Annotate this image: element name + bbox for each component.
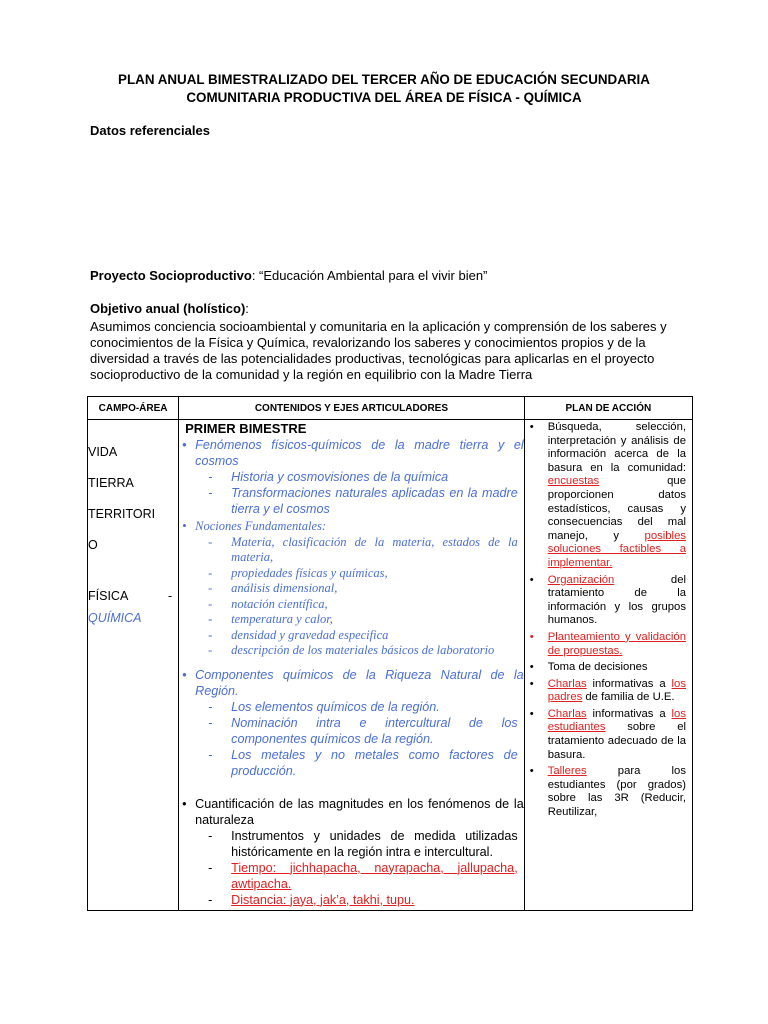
list-item	[179, 597, 524, 613]
header-contenidos: CONTENIDOS Y EJES ARTICULADORES	[179, 397, 525, 420]
list-item	[525, 574, 692, 628]
tiempo-text: Tiempo: jichhapacha, nayrapacha, jallupacha, awtipacha.	[231, 860, 518, 891]
charlas-text: Charlas	[547, 677, 587, 690]
encuestas-link: encuestas	[547, 475, 600, 488]
nociones-sub: análisis dimensional,	[231, 581, 338, 595]
plan-text: informativas a	[586, 707, 672, 720]
proyecto-label: Proyecto Socioproductivo	[90, 268, 252, 283]
componentes-sub: Los metales y no metales como factores de producción.	[231, 747, 518, 778]
list-item	[179, 828, 524, 860]
list-item	[179, 581, 524, 597]
list-item	[179, 747, 524, 779]
campo-line: O	[88, 538, 98, 552]
list-item	[179, 437, 524, 469]
campo-line: TIERRA	[88, 476, 134, 490]
nociones-sub: temperatura y calor,	[231, 612, 333, 626]
plan-text: Búsqueda, selección, interpretación y análisis de información acerca de la basura en la comunidad:	[547, 421, 686, 474]
list-item	[179, 485, 524, 517]
nociones-sub: descripción de los materiales básicos de laboratorio	[231, 643, 495, 657]
dash-icon: -	[208, 699, 213, 714]
charlas-text: Charlas	[547, 707, 587, 720]
cuantificacion-sub: Instrumentos y unidades de medida utilizadas históricamente en la región intra e intercultural.	[231, 828, 518, 859]
list-item	[179, 535, 524, 566]
plan-text: que proporcionen datos estadísticos, causas y consecuencias del mal manejo, y	[547, 475, 686, 542]
componentes-text: Componentes químicos de la Riqueza Natural de la Región.	[195, 667, 524, 698]
table-row	[88, 420, 693, 911]
nociones-sub: densidad y gravedad especifica	[231, 627, 389, 642]
soluciones-text: posibles soluciones factibles a implementar.	[547, 529, 686, 569]
list-item	[525, 421, 692, 571]
header-plan-accion: PLAN DE ACCIÓN	[524, 397, 692, 420]
objetivo-text: Asumimos conciencia socioambiental y comunitaria en la aplicación y comprensión de los saberes y conocimientos de la Física y Química, revalorizando los saberes y conocimientos propios y de la diversidad a través de las potencialidades productivas, tecnológicas para aplicarlas en el proyecto socioproductivo de la comunidad y la región en equilibrio con la Madre Tierra	[90, 319, 667, 382]
bullet-icon: •	[529, 630, 534, 643]
dash-icon: -	[208, 715, 213, 730]
campo-line: VIDA	[88, 445, 118, 459]
dash-icon: -	[208, 747, 213, 762]
header-campo-area: CAMPO-ÁREA	[88, 397, 179, 420]
talleres-text: Talleres	[547, 765, 587, 778]
bullet-icon: •	[529, 421, 534, 433]
list-item	[179, 860, 524, 892]
bullet-icon: •	[182, 438, 187, 452]
title-line-2: COMUNITARIA PRODUCTIVA DEL ÁREA DE FÍSICA - QUÍMICA	[186, 90, 582, 105]
list-item	[179, 519, 524, 535]
bullet-icon: •	[529, 707, 534, 720]
bullet-icon: •	[182, 667, 187, 682]
cuantificacion-text: Cuantificación de las magnitudes en los fenómenos de la naturaleza	[195, 796, 524, 827]
bullet-icon: •	[182, 796, 187, 811]
plan-text: Toma de decisiones	[547, 661, 648, 674]
dash-icon: -	[208, 565, 213, 580]
campo-cell	[88, 420, 179, 911]
componentes-sub: Nominación intra e intercultural de los componentes químicos de la región.	[231, 715, 518, 746]
bullet-icon: •	[529, 765, 534, 778]
organizacion-text: Organización	[547, 573, 615, 586]
dash-icon: -	[208, 612, 213, 626]
nociones-sub: Materia, clasificación de la materia, estados de la materia,	[231, 534, 518, 564]
list-item	[525, 708, 692, 762]
title-line-1: PLAN ANUAL BIMESTRALIZADO DEL TERCER AÑO DE EDUCACIÓN SECUNDARIA	[118, 72, 650, 87]
padres-text: los padres	[547, 677, 686, 704]
list-item	[525, 631, 692, 658]
proyecto-socioproductivo	[90, 268, 487, 283]
table-header-row	[88, 397, 693, 420]
plan-text: informativas a	[586, 677, 672, 690]
dash-icon: -	[208, 643, 213, 657]
dash-icon: -	[208, 627, 213, 642]
plan-table	[87, 396, 693, 911]
list-item	[179, 892, 524, 908]
document-title	[60, 71, 708, 107]
bullet-icon: •	[529, 677, 534, 690]
dash-icon: -	[208, 892, 213, 907]
objetivo-colon: :	[245, 301, 249, 316]
list-item	[179, 566, 524, 582]
fisica-label: FÍSICA	[88, 589, 129, 603]
list-item	[179, 699, 524, 715]
list-item	[179, 715, 524, 747]
dash-icon: -	[208, 534, 213, 549]
nociones-sub: propiedades físicas y químicas,	[231, 565, 388, 580]
fisica-dash: -	[167, 589, 173, 603]
quimica-label: QUÍMICA	[88, 611, 142, 625]
distancia-text: Distancia: jaya, jak’a, takhi, tupu.	[231, 892, 415, 907]
fenomenos-sub: Transformaciones naturales aplicadas en la madre tierra y el cosmos	[231, 486, 518, 516]
list-item	[179, 628, 524, 644]
bullet-icon: •	[529, 661, 534, 674]
list-item	[179, 643, 524, 659]
bimestre-title: PRIMER BIMESTRE	[185, 421, 307, 436]
dash-icon: -	[208, 581, 213, 595]
dash-icon: -	[208, 486, 213, 500]
list-item	[179, 796, 524, 828]
objetivo-label-line	[90, 301, 249, 316]
list-item	[525, 661, 692, 675]
dash-icon: -	[208, 470, 213, 484]
list-item	[179, 667, 524, 699]
campo-line: TERRITORI	[88, 507, 156, 521]
dash-icon: -	[208, 828, 213, 843]
contenidos-cell	[179, 420, 525, 911]
list-item	[525, 765, 692, 819]
bullet-icon: •	[182, 519, 187, 533]
fisica-line	[88, 588, 178, 610]
plan-text: de familia de U.E.	[582, 691, 675, 704]
objetivo-label: Objetivo anual (holístico)	[90, 301, 246, 316]
list-item	[179, 469, 524, 485]
plan-cell	[524, 420, 692, 911]
componentes-sub: Los elementos químicos de la región.	[231, 699, 440, 714]
estudiantes-text: los estudiantes	[547, 707, 686, 734]
plan-text: sobre el tratamiento adecuado de la basura.	[547, 721, 686, 761]
datos-referenciales-heading: Datos referenciales	[90, 123, 210, 138]
dash-icon: -	[208, 860, 213, 875]
nociones-sub: notación científica,	[231, 596, 328, 611]
proyecto-value: : “Educación Ambiental para el vivir bien”	[251, 268, 488, 283]
fenomenos-text: Fenómenos físicos-químicos de la madre tierra y el cosmos	[195, 438, 524, 468]
dash-icon: -	[208, 596, 213, 611]
list-item	[179, 612, 524, 628]
list-item	[525, 678, 692, 705]
plan-text: para los estudiantes (por grados) sobre las 3R (Reducir, Reutilizar,	[547, 765, 686, 819]
fenomenos-sub: Historia y cosmovisiones de la química	[231, 470, 449, 484]
bullet-icon: •	[529, 573, 534, 586]
planteamiento-text: Planteamiento y validación de propuestas.	[547, 630, 686, 657]
nociones-text: Nociones Fundamentales:	[195, 519, 327, 533]
plan-text: del tratamiento de la información y los grupos humanos.	[547, 573, 686, 627]
